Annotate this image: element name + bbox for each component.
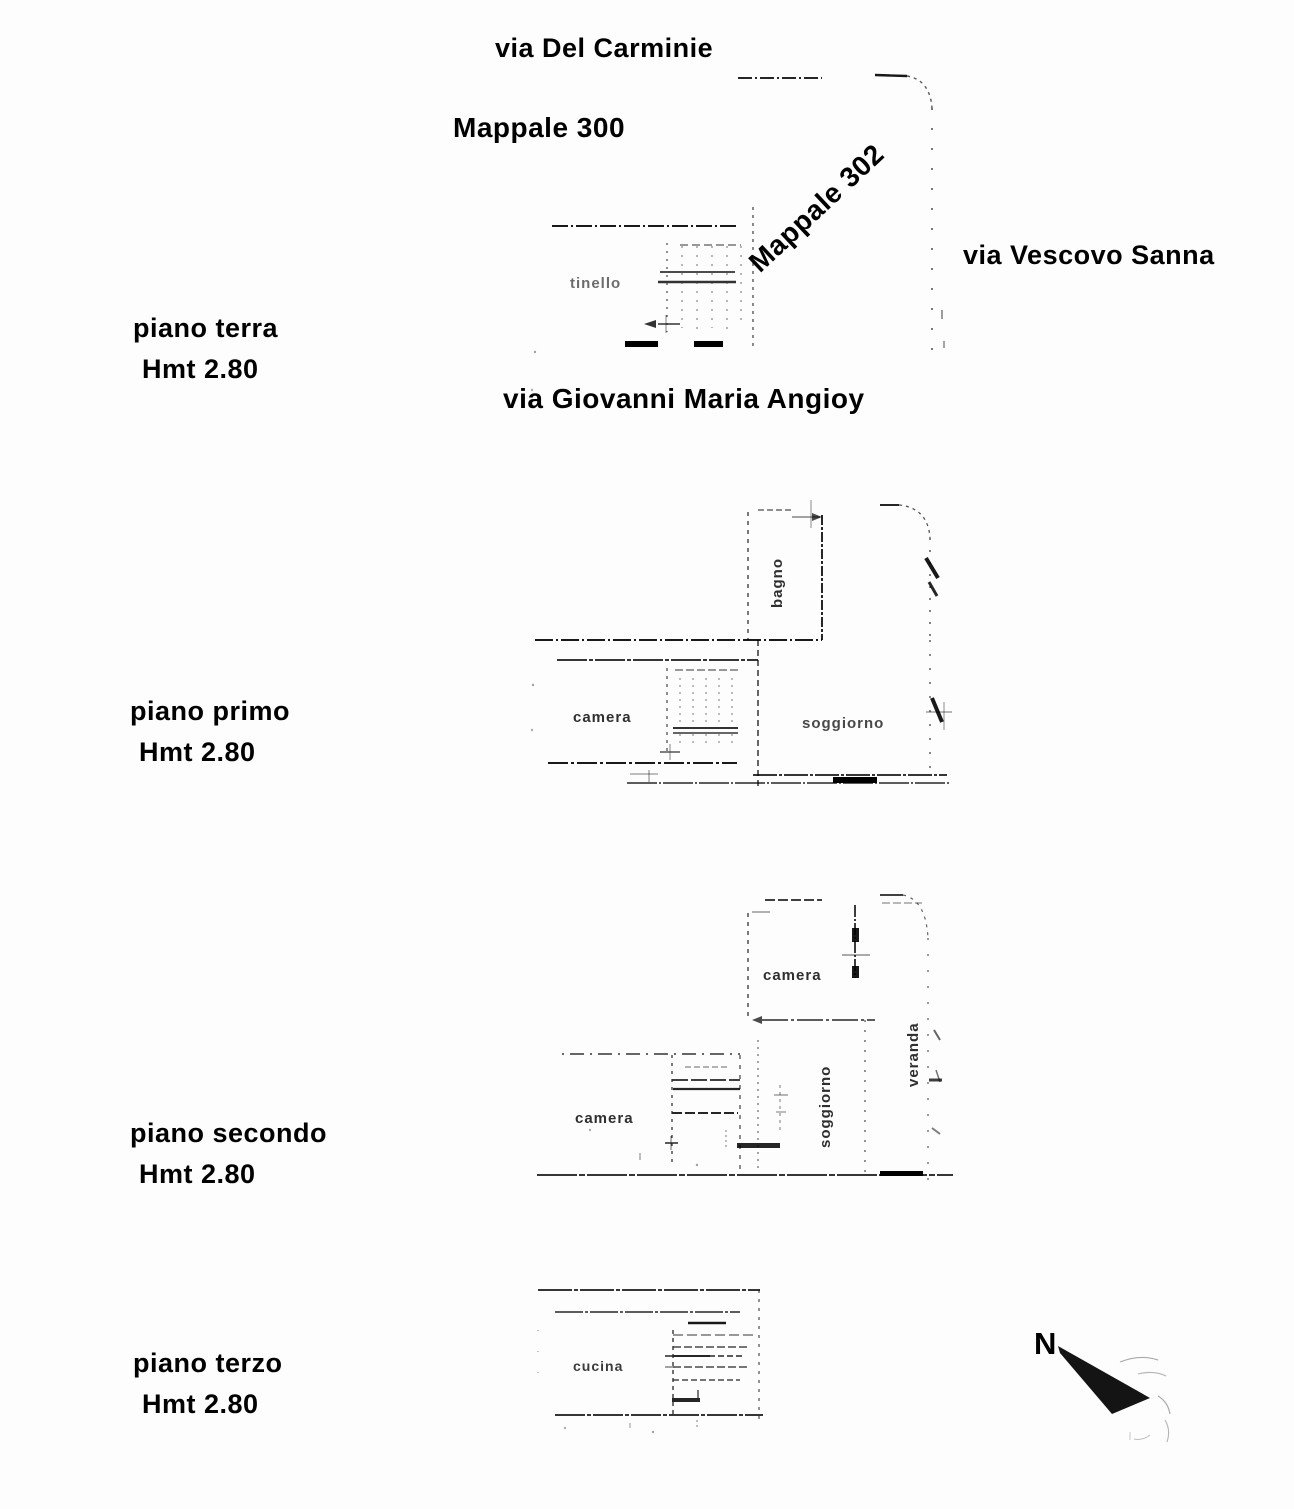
room-label-soggiorno: soggiorno	[817, 1065, 834, 1148]
parcel-label-mappale-302: Mappale 302	[742, 138, 890, 278]
north-arrow-icon	[1058, 1346, 1150, 1414]
room-label-cucina: cucina	[573, 1358, 624, 1374]
floor-name: piano terra	[133, 313, 279, 343]
street-label-via-vescovo-sanna: via Vescovo Sanna	[963, 240, 1215, 270]
parcel-boundary	[738, 75, 944, 360]
bottom-walls	[537, 1129, 953, 1176]
stair-landing	[672, 1398, 700, 1402]
window-sill	[833, 777, 877, 783]
window-sill	[880, 1171, 923, 1176]
floorplan-piano-terzo	[530, 1270, 792, 1452]
floorplan-piano-secondo	[530, 880, 962, 1192]
floor-height: Hmt 2.80	[142, 1389, 259, 1419]
floor-height: Hmt 2.80	[142, 354, 259, 384]
room-label-camera: camera	[573, 709, 632, 726]
floor-caption-piano-terra	[133, 313, 278, 384]
stairs	[665, 1055, 788, 1163]
floor-caption-piano-secondo	[130, 1118, 327, 1189]
room-label-camera-left: camera	[575, 1110, 634, 1127]
floor-name: piano terzo	[133, 1348, 283, 1378]
room-label-veranda: veranda	[905, 1022, 922, 1087]
floor-height: Hmt 2.80	[139, 737, 256, 767]
floorplan-piano-primo	[530, 490, 962, 802]
stair-direction-arrow	[644, 320, 656, 328]
parcel-label-mappale-300: Mappale 300	[453, 112, 626, 143]
walls	[538, 1290, 763, 1420]
floor-name: piano primo	[130, 696, 290, 726]
compass-north-arrow	[1000, 1300, 1220, 1470]
camera-top-walls	[748, 900, 875, 1024]
floor-caption-piano-primo	[130, 696, 290, 767]
stairs	[660, 668, 741, 760]
stairs	[665, 1330, 755, 1417]
room-label-tinello: tinello	[570, 275, 622, 292]
room-label-soggiorno: soggiorno	[802, 715, 885, 732]
floorplan-piano-terra	[530, 60, 960, 420]
walls	[562, 1040, 758, 1173]
north-label: N	[1034, 1326, 1057, 1361]
floor-height: Hmt 2.80	[139, 1159, 256, 1189]
door-thresholds	[625, 341, 723, 347]
room-label-bagno: bagno	[769, 558, 786, 608]
bottom-walls	[627, 770, 950, 783]
parcel-boundary	[880, 505, 952, 775]
floor-name: piano secondo	[130, 1118, 328, 1148]
floor-caption-piano-terzo	[133, 1348, 283, 1419]
street-label-via-giovanni-maria-angioy: via Giovanni Maria Angioy	[503, 383, 865, 414]
street-label-via-del-carminie: via Del Carminie	[495, 33, 714, 63]
room-label-camera-top: camera	[763, 967, 822, 984]
stairs	[644, 243, 741, 333]
